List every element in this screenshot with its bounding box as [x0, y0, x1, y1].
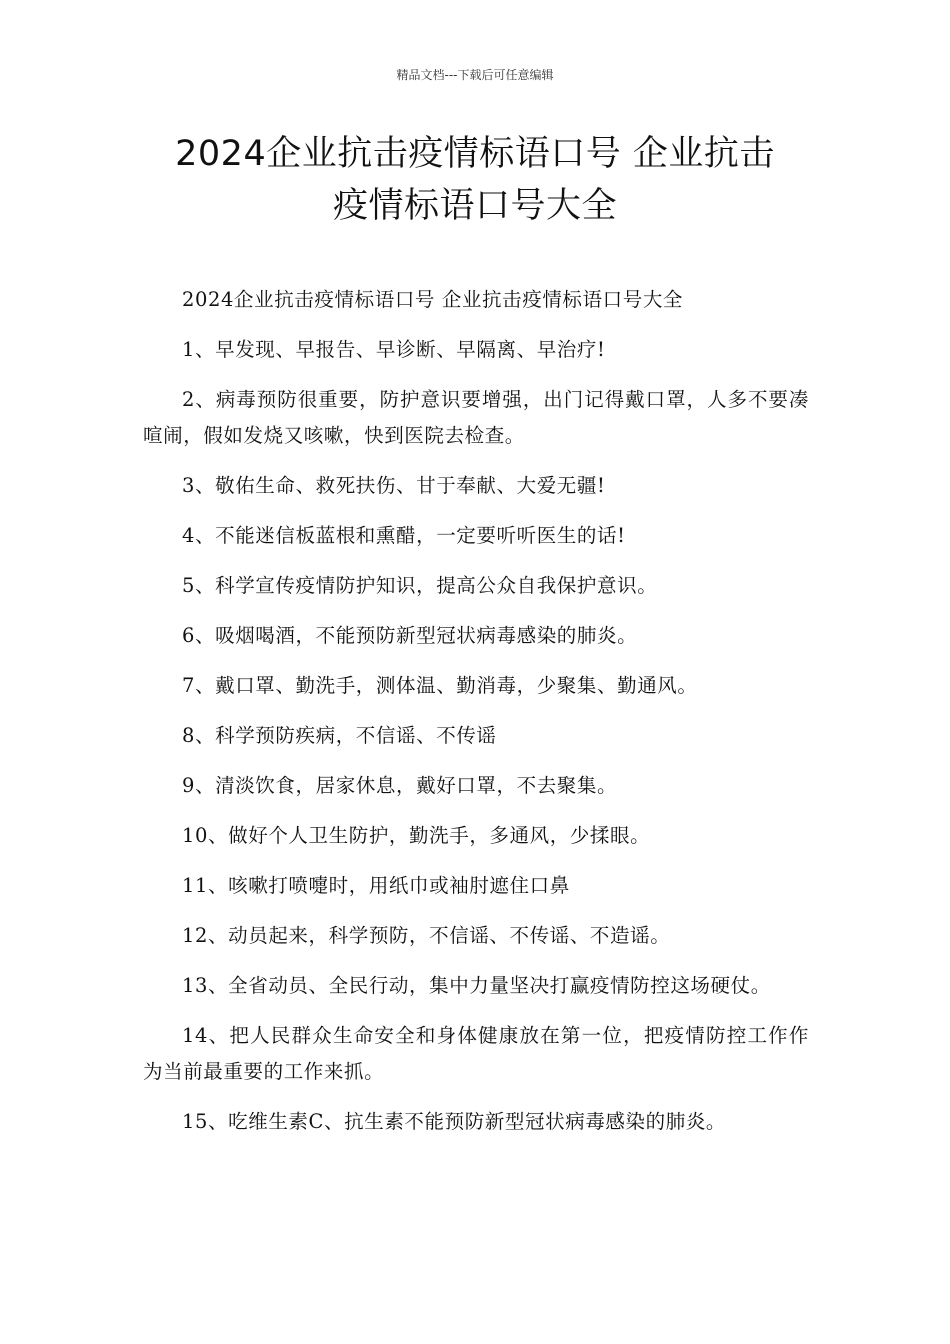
slogan-item: 2、病毒预防很重要，防护意识要增强，出门记得戴口罩，人多不要凑喧闹，假如发烧又咳嗽，快到医院去检查。	[143, 388, 809, 447]
slogan-item: 15、吃维生素C、抗生素不能预防新型冠状病毒感染的肺炎。	[182, 1110, 727, 1133]
header-note: 精品文档---下载后可任意编辑	[396, 68, 554, 82]
slogan-item: 3、敬佑生命、救死扶伤、甘于奉献、大爱无疆!	[182, 474, 606, 497]
slogan-item: 6、吸烟喝酒，不能预防新型冠状病毒感染的肺炎。	[182, 624, 638, 647]
slogan-item: 4、不能迷信板蓝根和熏醋，一定要听听医生的话!	[182, 524, 626, 547]
slogan-item: 14、把人民群众生命安全和身体健康放在第一位，把疫情防控工作作为当前最重要的工作来抓。	[143, 1024, 809, 1083]
slogan-item: 13、全省动员、全民行动，集中力量坚决打赢疫情防控这场硬仗。	[182, 974, 771, 997]
page-title	[120, 128, 830, 232]
title-line-1: 2024企业抗击疫情标语口号 企业抗击	[175, 134, 775, 174]
slogan-item: 8、科学预防疾病，不信谣、不传谣	[182, 724, 497, 747]
slogan-item: 10、做好个人卫生防护，勤洗手，多通风，少揉眼。	[182, 824, 651, 847]
intro-paragraph: 2024企业抗击疫情标语口号 企业抗击疫情标语口号大全	[182, 288, 684, 311]
slogan-item: 5、科学宣传疫情防护知识，提高公众自我保护意识。	[182, 574, 658, 597]
slogan-item: 7、戴口罩、勤洗手，测体温、勤消毒，少聚集、勤通风。	[182, 674, 698, 697]
slogan-item: 1、早发现、早报告、早诊断、早隔离、早治疗!	[182, 338, 606, 361]
slogan-item: 9、清淡饮食，居家休息，戴好口罩，不去聚集。	[182, 774, 618, 797]
document-body	[143, 282, 809, 1154]
slogan-item: 11、咳嗽打喷嚏时，用纸巾或袖肘遮住口鼻	[182, 874, 570, 897]
slogan-item: 12、动员起来，科学预防，不信谣、不传谣、不造谣。	[182, 924, 671, 947]
title-line-2: 疫情标语口号大全	[332, 186, 617, 226]
